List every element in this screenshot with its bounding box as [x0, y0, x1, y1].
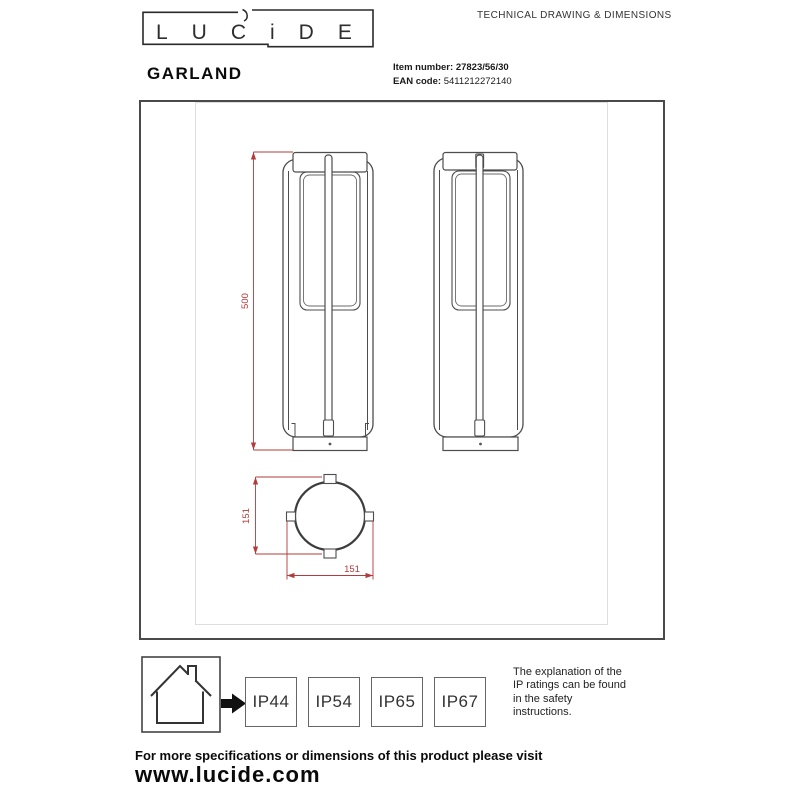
left-tab: [287, 512, 296, 521]
website-url: www.lucide.com: [135, 762, 321, 787]
ip-note-line: The explanation of the: [513, 666, 622, 678]
ip-note-line: in the safety: [513, 692, 573, 705]
ip44-label: IP44: [252, 692, 290, 711]
ip-rating-box-ip65: [371, 677, 423, 727]
ip67-label: IP67: [441, 692, 479, 711]
ip54-label: IP54: [315, 692, 353, 711]
ip-ratings-note: [513, 666, 626, 720]
indoor-outdoor-icon: [138, 653, 252, 737]
item-number-row: [393, 61, 512, 75]
product-name: GARLAND: [147, 64, 243, 83]
ip-note-line: IP ratings can be found: [513, 679, 626, 692]
logo-flame-icon: [243, 10, 248, 22]
product-meta: [393, 61, 512, 88]
item-number-label: Item number:: [393, 62, 454, 73]
ip-rating-box-ip54: [308, 677, 360, 727]
logo-text: LUCiDE: [156, 21, 376, 44]
lucide-logo: [140, 6, 376, 52]
ean-row: [393, 75, 512, 89]
right-tab: [365, 512, 374, 521]
front-view-left: [283, 153, 373, 451]
footer-note: For more specifications or dimensions of this product please visit: [135, 748, 543, 763]
dimension-width-label: 151: [344, 564, 360, 575]
ip65-label: IP65: [378, 692, 416, 711]
ean-label: EAN code:: [393, 75, 442, 87]
arrow-right-icon: [221, 694, 246, 714]
top-tab: [324, 475, 336, 484]
ip-rating-box-ip67: [434, 677, 486, 727]
ean-value: 5411212272140: [443, 75, 512, 87]
item-number-value: 27823/56/30: [455, 62, 509, 73]
dimension-depth-label: 151: [241, 508, 252, 524]
ip-note-line: instructions.: [513, 706, 572, 719]
dimension-height: [251, 152, 293, 450]
document-title: TECHNICAL DRAWING & DIMENSIONS: [477, 10, 672, 21]
bottom-tab: [324, 549, 336, 558]
technical-drawing: [139, 100, 665, 640]
top-view: [287, 475, 374, 559]
ip-rating-box-ip44: [245, 677, 297, 727]
dimension-height-label: 500: [240, 293, 251, 309]
front-view-right: [434, 153, 523, 451]
